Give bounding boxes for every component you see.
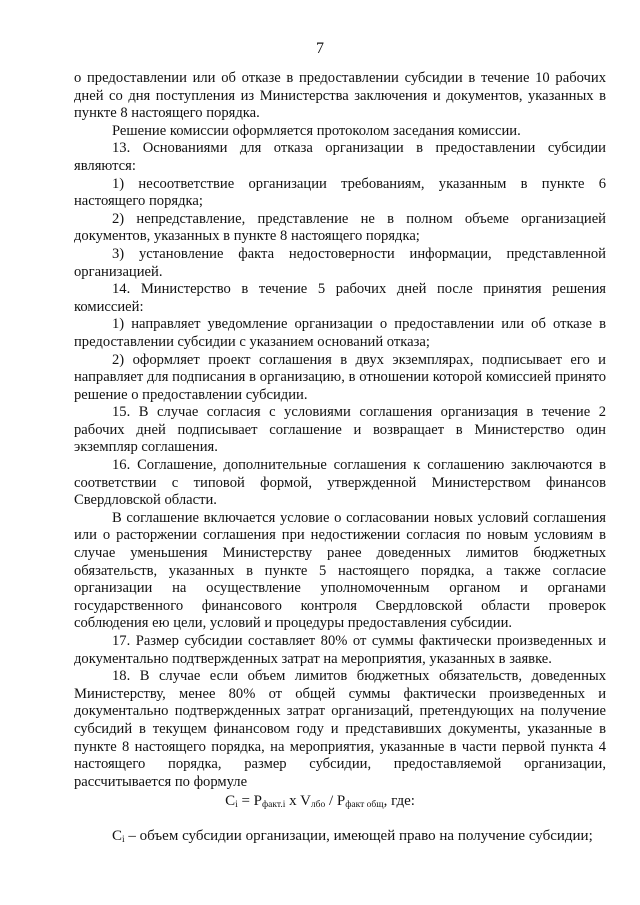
paragraph: Решение комиссии оформляется протоколом заседания комиссии. (112, 122, 521, 139)
paragraph: В соглашение включается условие о согласовании новых условий соглашения или о расторжении соглашения при недостижении согласия по новым условиям в случае уменьшения Министерству ранее доведенных лимитов бюджетных обязательств, указанных в пункте 5 настоящего порядка, а также согласие организации на осуществление уполномоченным органом и органами государственного финансового контроля Свердловской области проверок соблюдения ею цели, условий и процедуры предоставления субсидии. (74, 509, 606, 632)
paragraph: 1) направляет уведомление организации о предоставлении или об отказе в предоставлении субсидии с указанием оснований отказа; (74, 316, 606, 350)
formula-times: x V (285, 793, 311, 809)
definition-symbol-sub: i (122, 835, 125, 845)
definition-text: – объем субсидии организации, имеющей право на получение субсидии; (124, 828, 593, 844)
formula-p2-sub: факт общ (345, 800, 384, 810)
paragraph: 16. Соглашение, дополнительные соглашения к соглашению заключаются в соответствии с типовой формой, утвержденной Министерством финансов Свердловской области. (74, 457, 606, 509)
formula-definition (74, 828, 606, 845)
formula-v-sub: лбо (310, 800, 326, 810)
page-number: 7 (316, 40, 324, 57)
paragraph: 1) несоответствие организации требованиям, указанным в пункте 6 настоящего порядка; (74, 175, 606, 210)
formula-eq: = Р (237, 793, 263, 809)
document-body (74, 70, 606, 791)
formula-lhs: С (225, 793, 236, 809)
formula-p-sub: факт.i (262, 800, 286, 810)
definition-symbol: С (112, 828, 123, 844)
paragraph: 14. Министерство в течение 5 рабочих дней после принятия решения комиссией: (74, 281, 606, 315)
paragraph: 17. Размер субсидии составляет 80% от суммы фактически произведенных и документально подтвержденных затрат на мероприятия, указанных в заявке. (74, 633, 606, 667)
paragraph: 13. Основаниями для отказа организации в предоставлении субсидии являются: (74, 140, 606, 174)
paragraph: 3) установление факта недостоверности информации, представленной организацией. (74, 245, 606, 280)
paragraph: 2) непредставление, представление не в полном объеме организацией документов, указанных в пункте 8 настоящего порядка; (74, 210, 606, 245)
formula-tail: , где: (383, 793, 415, 809)
paragraph: 15. В случае согласия с условиями соглашения организация в течение 2 рабочих дней подписывает соглашение и возвращает в Министерство один экземпляр соглашения. (74, 404, 606, 456)
paragraph: о предоставлении или об отказе в предоставлении субсидии в течение 10 рабочих дней со дня поступления из Министерства заключения и документов, указанных в пункте 8 настоящего порядка. (74, 70, 606, 122)
formula-lhs-sub: i (235, 800, 238, 810)
formula-div: / Р (325, 793, 346, 809)
paragraph: 18. В случае если объем лимитов бюджетных обязательств, доведенных Министерству, менее 80% от общей суммы фактически произведенных и документально подтвержденных затрат организаций, претендующих на получение субсидий в текущем финансовом году и представивших документы, указанные в пункте 8 настоящего порядка, на мероприятия, указанные в части первой пункта 4 настоящего порядка, размер субсидии, предоставляемой организации, рассчитывается по формуле (74, 668, 606, 790)
subsidy-formula (0, 793, 640, 810)
paragraph: 2) оформляет проект соглашения в двух экземплярах, подписывает его и направляет для подписания в организацию, в отношении которой комиссией принято решение о предоставлении субсидии. (74, 351, 606, 403)
